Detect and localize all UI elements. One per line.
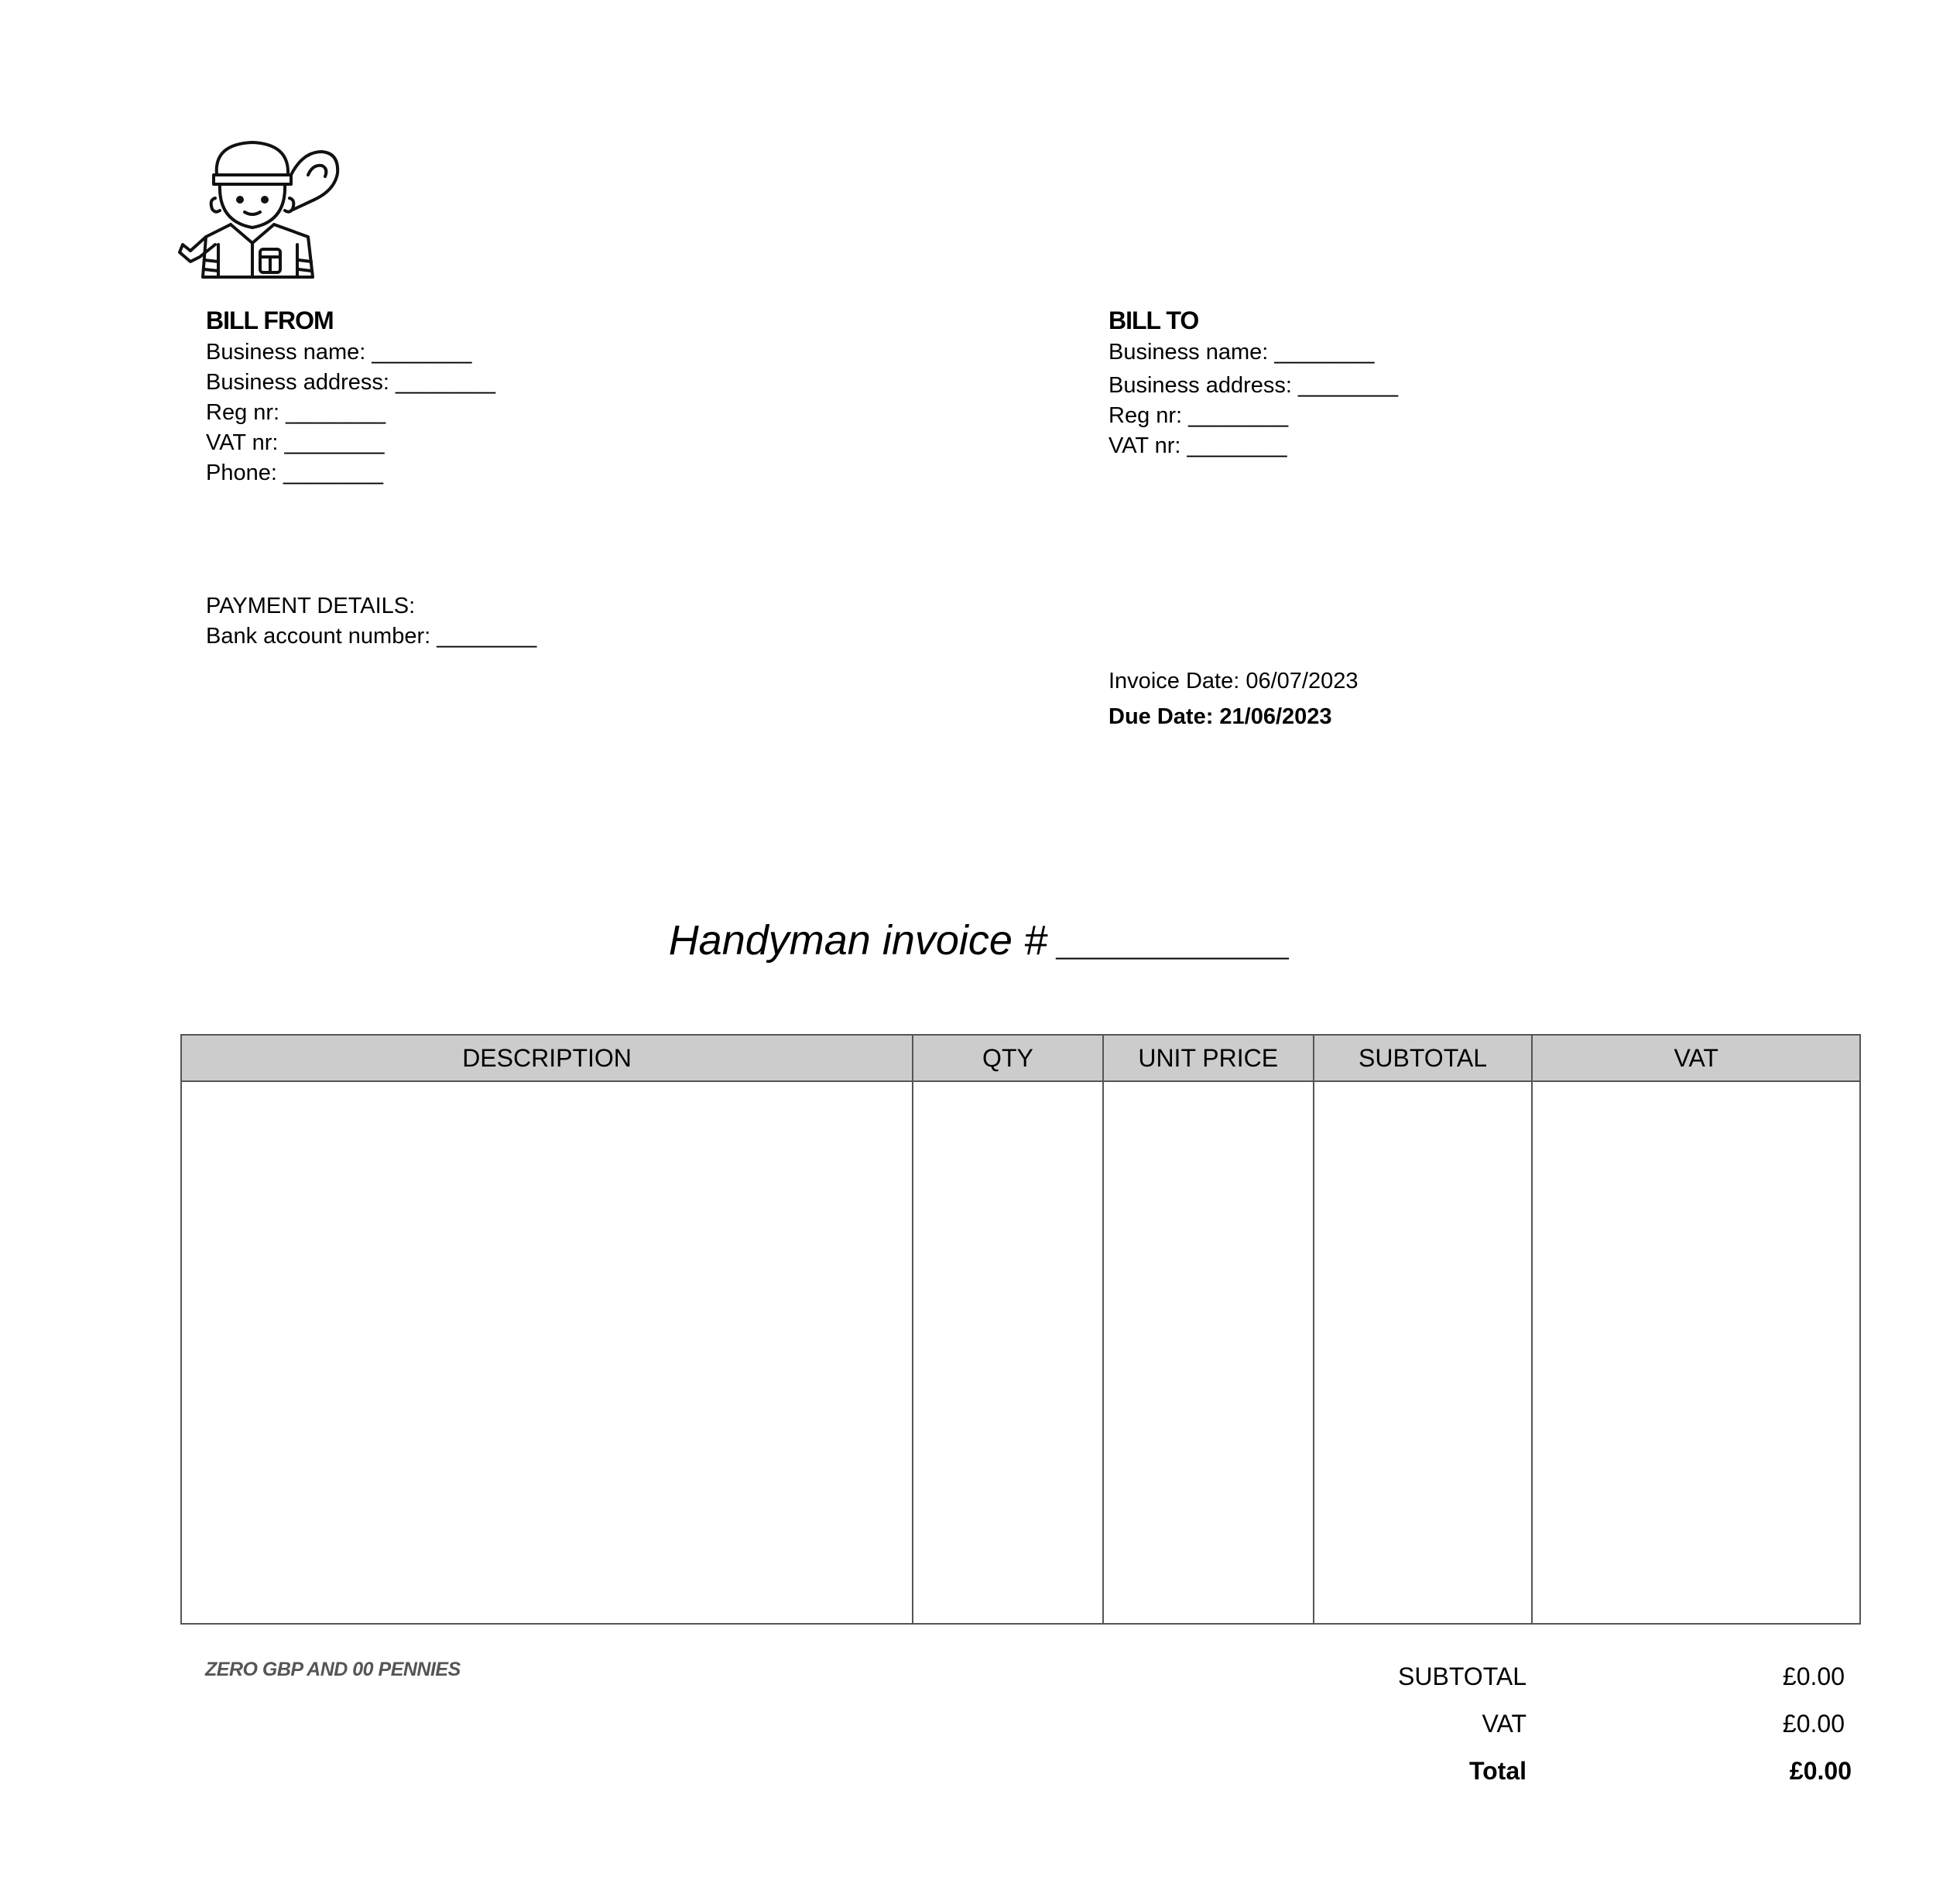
bill-from-phone: Phone: ________	[206, 461, 383, 485]
header-vat: VAT	[1532, 1035, 1860, 1081]
dates-section	[1108, 663, 1358, 734]
bill-to-section	[1108, 303, 1398, 461]
bill-from-business-name: Business name: ________	[206, 340, 472, 365]
table-header-row	[181, 1035, 1860, 1081]
cell-subtotal	[1314, 1081, 1533, 1624]
bill-from-heading: BILL FROM	[206, 306, 334, 334]
cell-qty	[913, 1081, 1103, 1624]
amount-in-words: ZERO GBP AND 00 PENNIES	[205, 1659, 461, 1680]
total-label: Total	[1468, 1757, 1527, 1785]
bill-to-vat-nr: VAT nr: ________	[1108, 433, 1287, 458]
cell-description	[181, 1081, 913, 1624]
bill-to-business-address: Business address: ________	[1108, 373, 1399, 398]
header-subtotal: SUBTOTAL	[1314, 1035, 1533, 1081]
header-qty: QTY	[913, 1035, 1103, 1081]
table-row	[181, 1081, 1860, 1624]
bill-from-business-address: Business address: ________	[206, 370, 496, 395]
total-value: £0.00	[1789, 1757, 1852, 1785]
invoice-date: Invoice Date: 06/07/2023	[1108, 669, 1359, 693]
payment-section	[206, 591, 536, 652]
bill-from-vat-nr: VAT nr: ________	[206, 430, 385, 455]
subtotal-label: SUBTOTAL	[1398, 1662, 1527, 1690]
items-table	[180, 1034, 1861, 1625]
subtotal-value: £0.00	[1782, 1662, 1845, 1690]
header-unit-price: UNIT PRICE	[1103, 1035, 1314, 1081]
vat-value: £0.00	[1782, 1710, 1845, 1738]
header-description: DESCRIPTION	[181, 1035, 913, 1081]
bill-from-reg-nr: Reg nr: ________	[206, 400, 386, 425]
cell-vat	[1532, 1081, 1860, 1624]
handyman-icon	[175, 128, 341, 279]
bill-to-reg-nr: Reg nr: ________	[1108, 403, 1289, 428]
bank-account-number: Bank account number: ________	[206, 624, 537, 649]
cell-unit-price	[1103, 1081, 1314, 1624]
due-date: Due Date: 21/06/2023	[1108, 704, 1332, 729]
vat-label: VAT	[1482, 1710, 1527, 1738]
bill-to-heading: BILL TO	[1108, 306, 1199, 334]
invoice-title: Handyman invoice # __________	[668, 917, 1292, 964]
bill-to-business-name: Business name: ________	[1108, 340, 1375, 365]
bill-from-section	[206, 303, 495, 488]
payment-heading: PAYMENT DETAILS:	[206, 594, 416, 618]
